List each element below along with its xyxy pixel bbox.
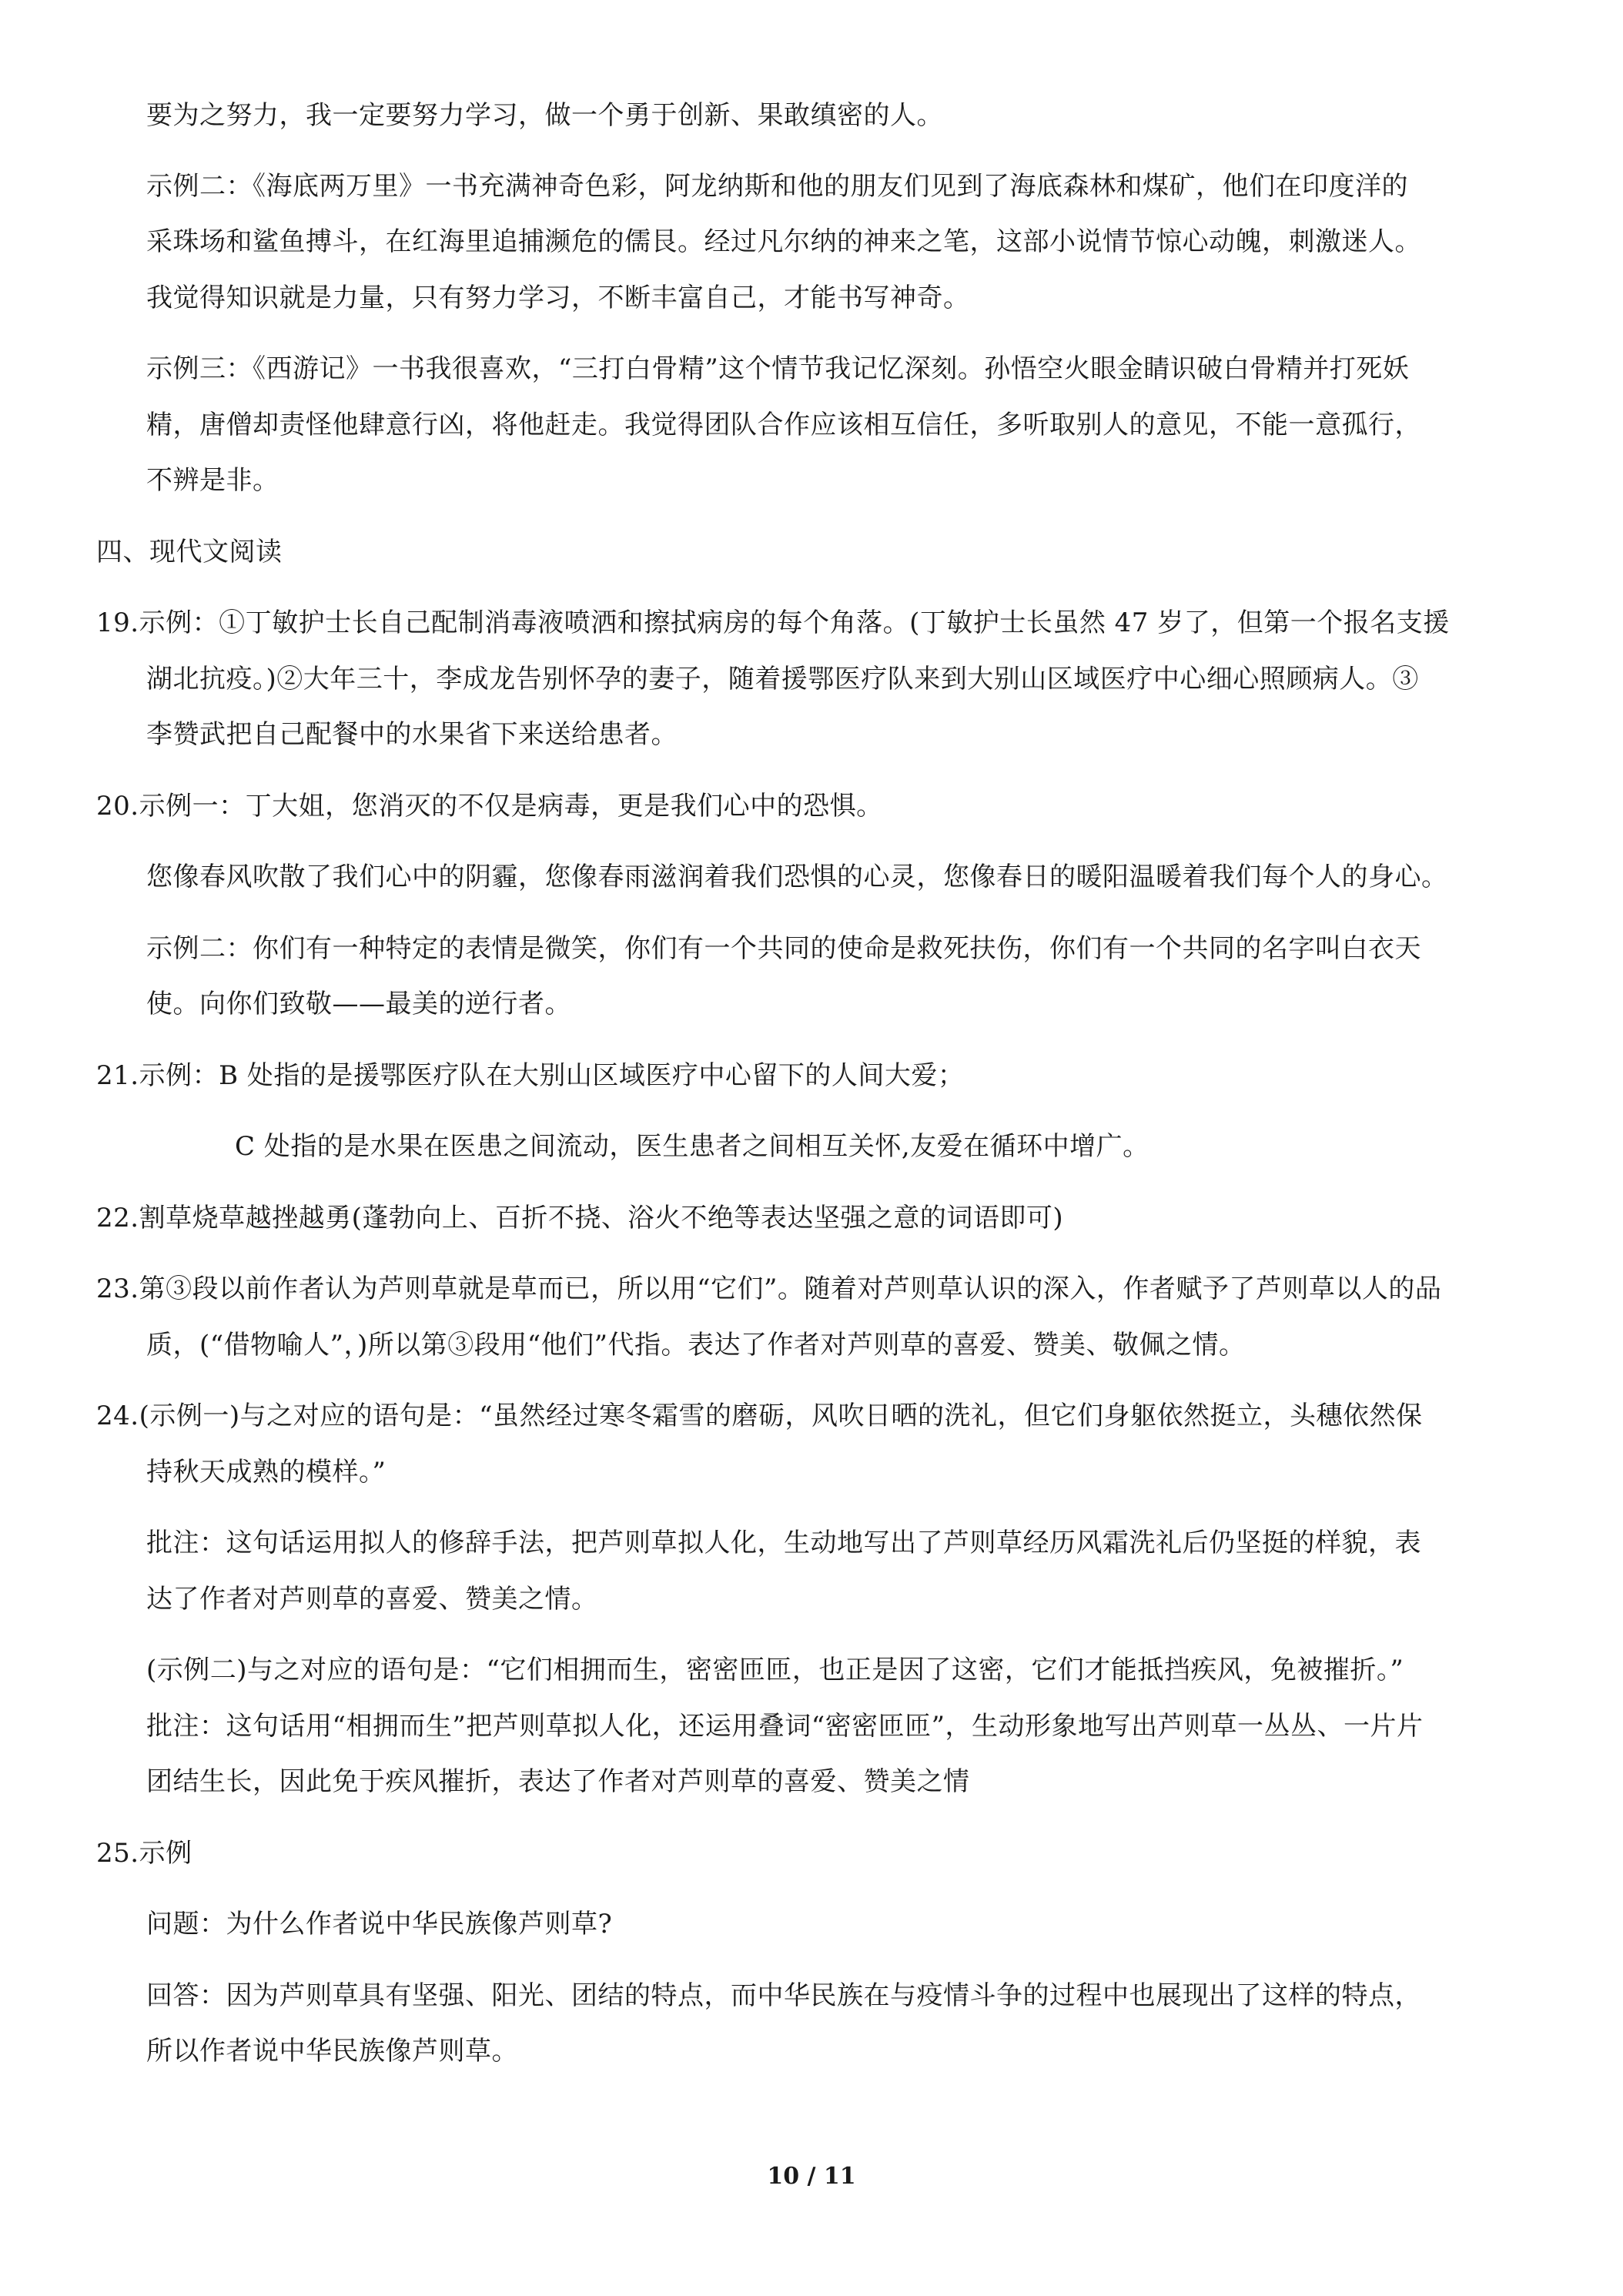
- text-line: 示例三：《西游记》一书我很喜欢，“三打白骨精”这个情节我记忆深刻。孙悟空火眼金睛识破白骨精并打死妖: [146, 353, 1410, 384]
- answer-19: 19.示例：①丁敏护士长自己配制消毒液喷洒和擦拭病房的每个角落。(丁敏护士长虽然 47 岁了，但第一个报名支援: [96, 607, 1450, 638]
- text-line: 持秋天成熟的模样。”: [146, 1457, 387, 1488]
- answer-22: 22.割草烧草越挫越勇(蓬勃向上、百折不挠、浴火不绝等表达坚强之意的词语即可): [96, 1203, 1064, 1233]
- text-line: 达了作者对芦则草的喜爱、赞美之情。: [146, 1584, 598, 1615]
- text-line: 精，唐僧却责怪他肆意行凶，将他赶走。我觉得团队合作应该相互信任，多听取别人的意见，不能一意孤行，: [146, 410, 1421, 440]
- text-line: 批注：这句话运用拟人的修辞手法，把芦则草拟人化，生动地写出了芦则草经历风霜洗礼后仍坚挺的样貌，表: [146, 1528, 1421, 1558]
- text-line: 批注：这句话用“相拥而生”把芦则草拟人化，还运用叠词“密密匝匝”，生动形象地写出芦则草一丛丛、一片片: [146, 1711, 1424, 1742]
- text-line: 您像春风吹散了我们心中的阴霾，您像春雨滋润着我们恐惧的心灵，您像春日的暖阳温暖着我们每个人的身心。: [146, 862, 1448, 892]
- text-line: 示例二：《海底两万里》一书充满神奇色彩，阿龙纳斯和他的朋友们见到了海底森林和煤矿，他们在印度洋的: [146, 171, 1408, 202]
- text-line: C 处指的是水果在医患之间流动，医生患者之间相互关怀,友爱在循环中增广。: [235, 1131, 1149, 1162]
- text-line: 我觉得知识就是力量，只有努力学习，不断丰富自己，才能书写神奇。: [146, 283, 970, 313]
- section-heading: 四、现代文阅读: [96, 537, 283, 567]
- text-line: 湖北抗疫。)②大年三十，李成龙告别怀孕的妻子，随着援鄂医疗队来到大别山区域医疗中心细心照顾病人。③: [146, 664, 1419, 694]
- page-number: 10 / 11: [767, 2163, 856, 2190]
- text-line: 李赞武把自己配餐中的水果省下来送给患者。: [146, 719, 678, 750]
- text-line: 团结生长，因此免于疾风摧折，表达了作者对芦则草的喜爱、赞美之情: [146, 1766, 970, 1797]
- answer-24: 24.(示例一)与之对应的语句是：“虽然经过寒冬霜雪的磨砺，风吹日晒的洗礼，但它们身躯依然挺立，头穗依然保: [96, 1401, 1423, 1431]
- text-line: 使。向你们致敬——最美的逆行者。: [146, 989, 571, 1019]
- text-line: 采珠场和鲨鱼搏斗，在红海里追捕濒危的儒艮。经过凡尔纳的神来之笔，这部小说情节惊心动魄，刺激迷人。: [146, 226, 1421, 257]
- text-line: 不辨是非。: [146, 465, 279, 496]
- answer-25: 25.示例: [96, 1838, 192, 1869]
- text-line: 问题：为什么作者说中华民族像芦则草?: [146, 1909, 613, 1940]
- answer-23: 23.第③段以前作者认为芦则草就是草而已，所以用“它们”。随着对芦则草认识的深入，作者赋予了芦则草以人的品: [96, 1274, 1442, 1304]
- text-line: 要为之努力，我一定要努力学习，做一个勇于创新、果敢缜密的人。: [146, 100, 943, 131]
- text-line: (示例二)与之对应的语句是：“它们相拥而生，密密匝匝，也正是因了这密，它们才能抵挡疾风，免被摧折。”: [146, 1655, 1404, 1685]
- text-line: 示例二：你们有一种特定的表情是微笑，你们有一个共同的使命是救死扶伤，你们有一个共同的名字叫白衣天: [146, 933, 1421, 964]
- answer-21: 21.示例：B 处指的是援鄂医疗队在大别山区域医疗中心留下的人间大爱；: [96, 1060, 965, 1091]
- text-line: 所以作者说中华民族像芦则草。: [146, 2036, 518, 2067]
- text-line: 质，(“借物喻人”，)所以第③段用“他们”代指。表达了作者对芦则草的喜爱、赞美、敬佩之情。: [146, 1330, 1246, 1361]
- text-line: 回答：因为芦则草具有坚强、阳光、团结的特点，而中华民族在与疫情斗争的过程中也展现出了这样的特点，: [146, 1980, 1421, 2011]
- answer-20: 20.示例一：丁大姐，您消灭的不仅是病毒，更是我们心中的恐惧。: [96, 791, 883, 822]
